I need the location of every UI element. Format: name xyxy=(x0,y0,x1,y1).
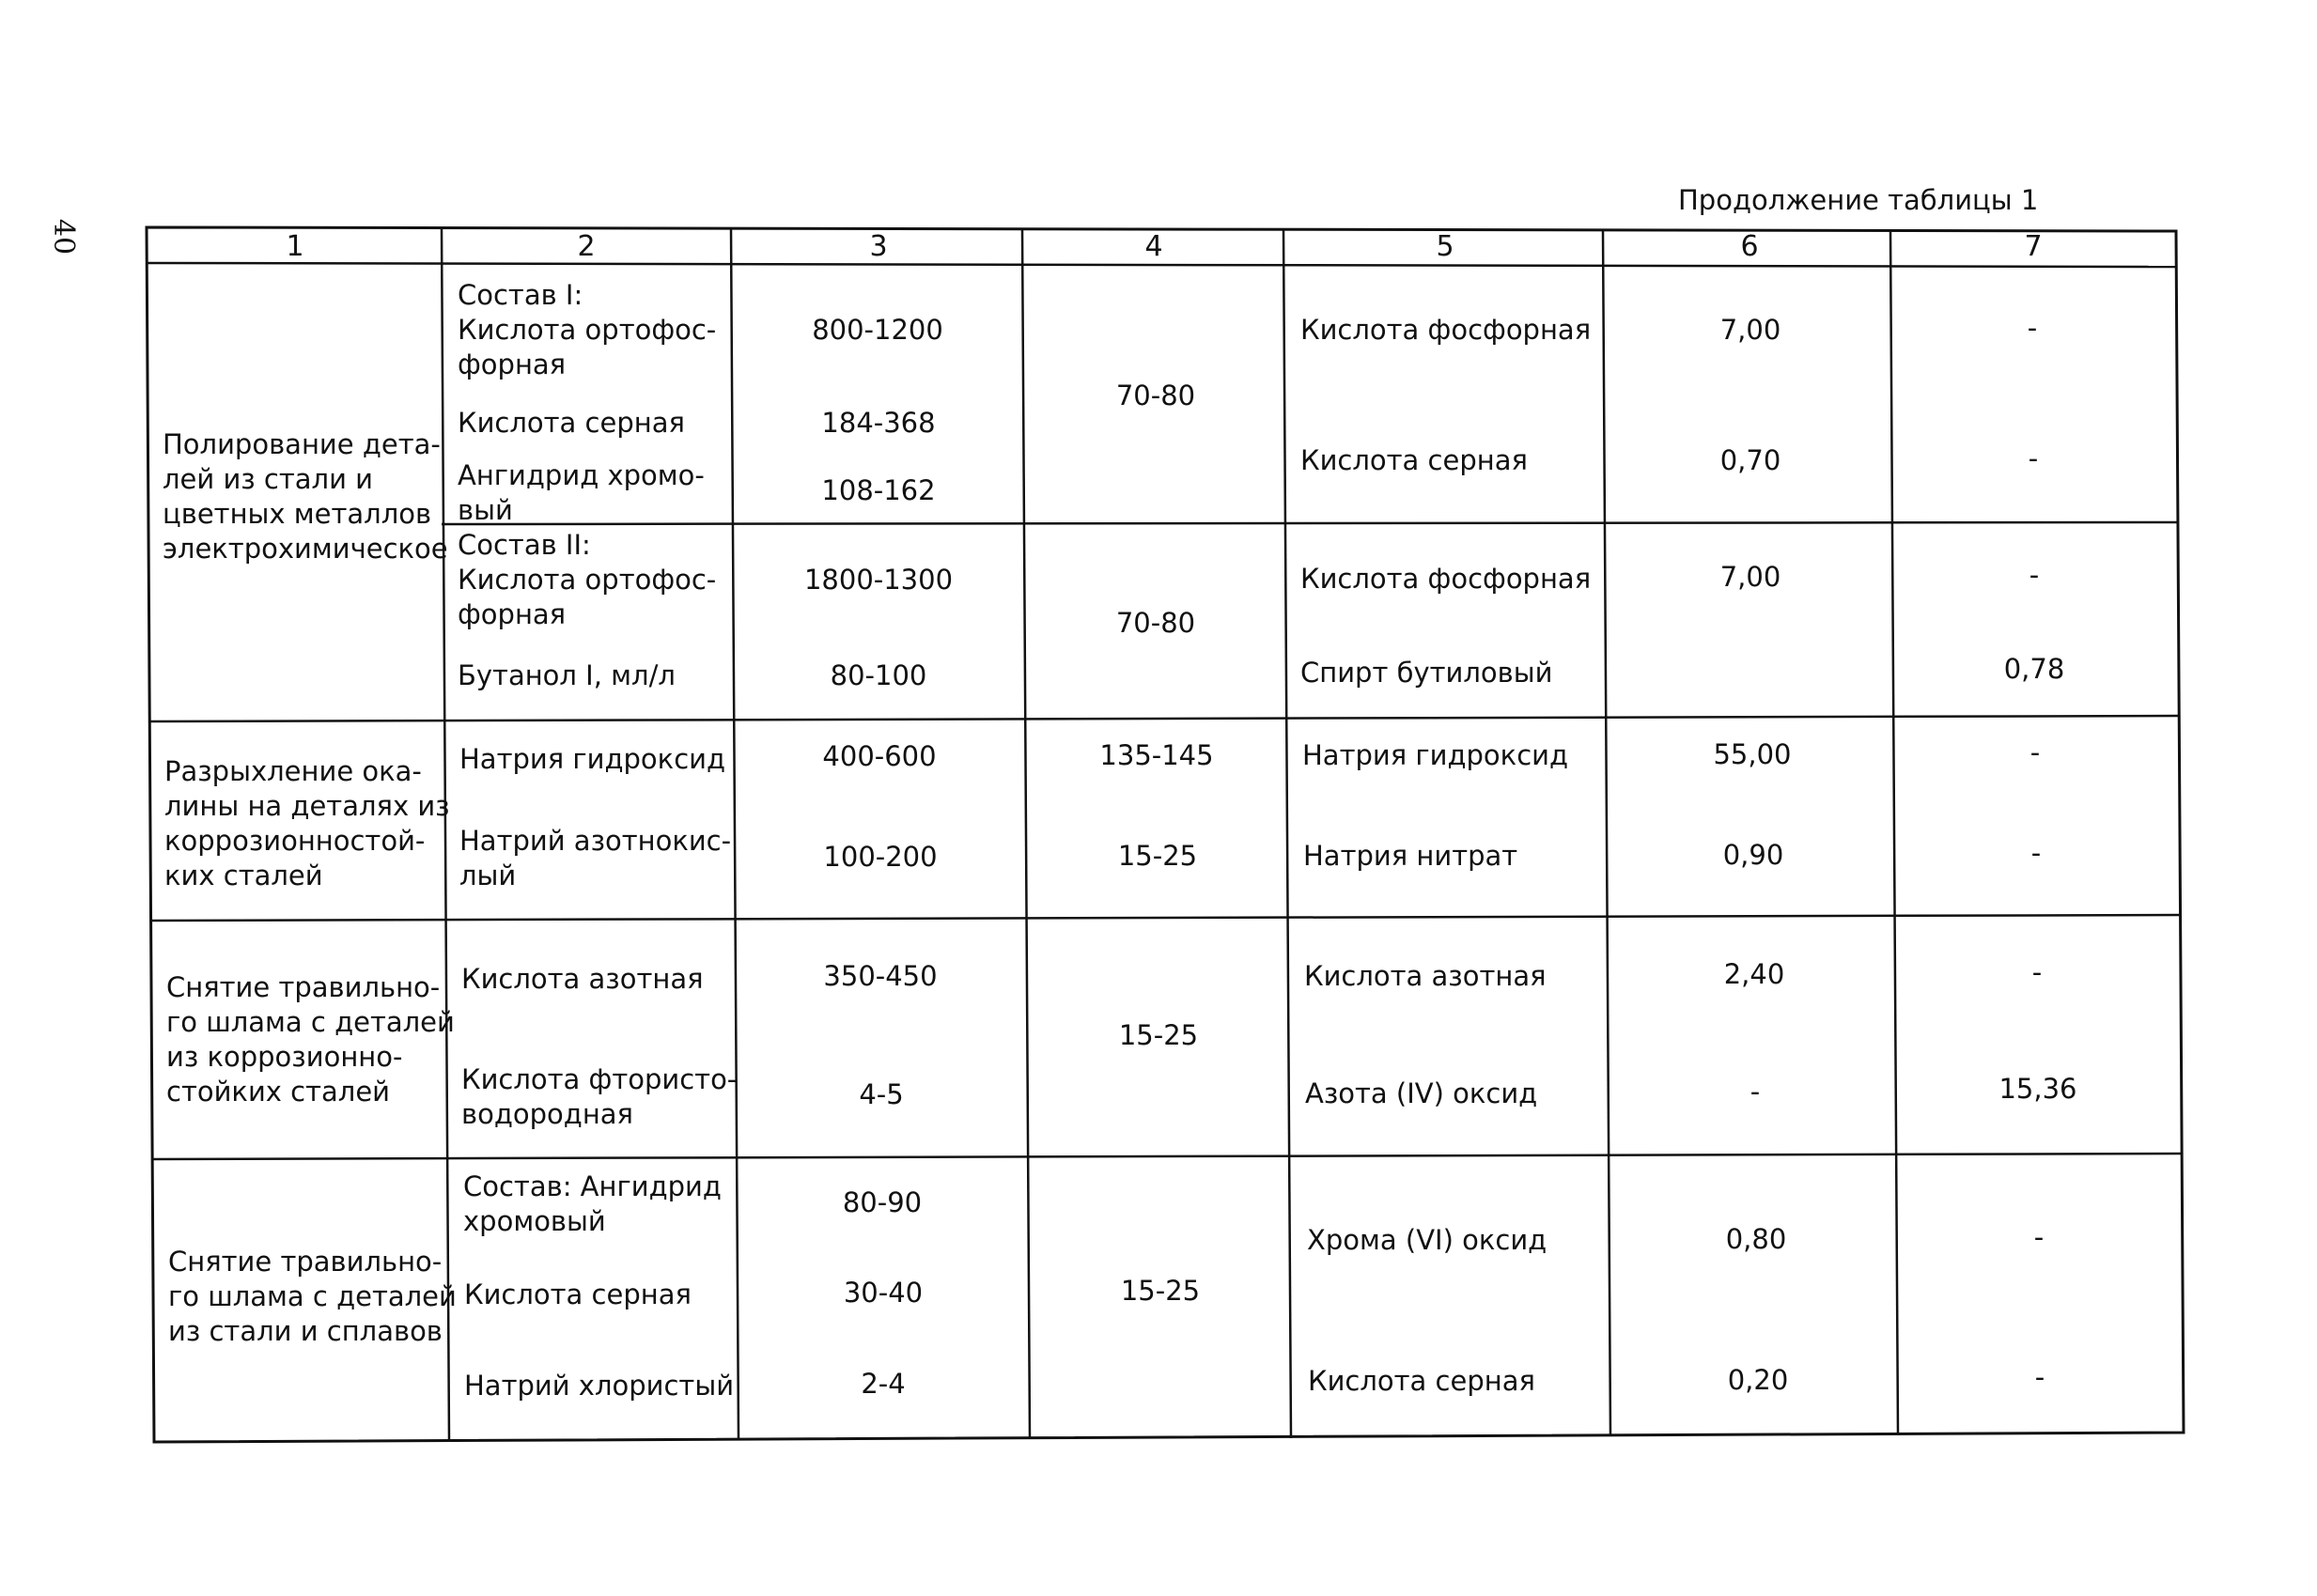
emission-value-col6: 0,90 xyxy=(1722,839,1784,871)
emission-value-col7: - xyxy=(2031,956,2043,988)
emission-value-col7: - xyxy=(2030,837,2042,869)
emission-substance: Натрия гидроксид xyxy=(1302,739,1569,771)
process-name: Разрыхление ока- лины на деталях из коррозионностой- ких сталей xyxy=(164,755,450,891)
concentration-value: 100-200 xyxy=(823,841,938,873)
concentration-value: 350-450 xyxy=(823,960,938,992)
emission-value-col7: - xyxy=(2034,1361,2045,1393)
emission-value-col6: 0,70 xyxy=(1719,444,1781,476)
concentration-value: 80-100 xyxy=(830,659,927,691)
table-continuation-label: Продолжение таблицы 1 xyxy=(1678,184,2039,216)
concentration-value: 184-368 xyxy=(821,407,936,439)
emission-value-col6: 7,00 xyxy=(1719,314,1781,346)
emission-substance: Спирт бутиловый xyxy=(1300,657,1553,689)
concentration-value: 400-600 xyxy=(822,740,937,772)
column-header-4: 4 xyxy=(1144,230,1163,263)
component-name: Кислота ортофос- форная xyxy=(458,314,717,380)
component-name: Натрий хлористый xyxy=(464,1370,735,1402)
concentration-value: 1800-1300 xyxy=(803,564,954,596)
column-header-7: 7 xyxy=(2024,230,2043,263)
component-name: Кислота фтористо- водородная xyxy=(461,1063,738,1130)
emission-value-col7: - xyxy=(2029,559,2040,591)
emission-substance: Хрома (VI) оксид xyxy=(1307,1224,1547,1256)
emission-substance: Кислота серная xyxy=(1300,444,1528,476)
emission-substance: Кислота фосфорная xyxy=(1300,563,1592,595)
process-name: Снятие травильно- го шлама с деталей из стали и сплавов xyxy=(168,1246,457,1347)
temperature-value: 15-25 xyxy=(1118,1019,1199,1051)
component-name: Состав: Ангидрид хромовый xyxy=(463,1170,722,1237)
concentration-value: 800-1200 xyxy=(812,314,943,346)
emission-value-col7: 15,36 xyxy=(1998,1073,2077,1105)
concentration-value: 80-90 xyxy=(842,1186,923,1218)
component-name: Кислота серная xyxy=(464,1278,692,1310)
emission-value-col7: - xyxy=(2029,736,2041,768)
temperature-value: 15-25 xyxy=(1120,1275,1201,1307)
emission-value-col6: 55,00 xyxy=(1713,738,1792,770)
concentration-value: 2-4 xyxy=(861,1368,906,1400)
concentration-value: 30-40 xyxy=(843,1277,924,1309)
component-name: Бутанол I, мл/л xyxy=(458,659,676,691)
emission-value-col7: - xyxy=(2033,1221,2045,1253)
temperature-value: 70-80 xyxy=(1115,607,1196,639)
emission-value-col7: 0,78 xyxy=(2003,653,2065,685)
column-header-6: 6 xyxy=(1740,230,1759,263)
emission-value-col7: - xyxy=(2027,312,2038,344)
emission-value-col6: 0,20 xyxy=(1727,1364,1789,1396)
emission-value-col6: - xyxy=(1749,1076,1761,1108)
column-header-2: 2 xyxy=(577,230,596,263)
component-name: Кислота ортофос- форная xyxy=(458,564,717,630)
concentration-value: 4-5 xyxy=(859,1078,904,1110)
emission-substance: Натрия нитрат xyxy=(1303,840,1518,872)
column-header-5: 5 xyxy=(1436,230,1454,263)
emission-value-col6: 2,40 xyxy=(1723,958,1785,990)
column-header-1: 1 xyxy=(286,230,304,263)
concentration-value: 108-162 xyxy=(821,474,936,506)
page-number: 40 xyxy=(47,218,81,256)
emission-value-col7: - xyxy=(2028,442,2039,474)
composition-title: Состав I: xyxy=(458,279,583,311)
process-name: Снятие травильно- го шлама с деталей из коррозионно- стойких сталей xyxy=(166,971,455,1108)
emission-value-col6: 0,80 xyxy=(1725,1223,1787,1255)
component-name: Натрий азотнокис- лый xyxy=(459,825,732,891)
temperature-value: 70-80 xyxy=(1115,380,1196,411)
component-name: Кислота азотная xyxy=(461,963,704,995)
temperature-value: 15-25 xyxy=(1117,840,1198,872)
column-header-3: 3 xyxy=(869,230,888,263)
emission-value-col6: 7,00 xyxy=(1719,561,1781,593)
composition-title: Состав II: xyxy=(458,529,591,561)
component-name: Натрия гидроксид xyxy=(459,743,726,775)
emission-substance: Кислота серная xyxy=(1308,1365,1535,1397)
emission-substance: Азота (IV) оксид xyxy=(1305,1077,1538,1109)
component-name: Ангидрид хромо- вый xyxy=(458,459,705,526)
emission-substance: Кислота фосфорная xyxy=(1300,314,1592,346)
temperature-value: 135-145 xyxy=(1099,739,1214,771)
emission-substance: Кислота азотная xyxy=(1304,960,1547,992)
component-name: Кислота серная xyxy=(458,407,685,439)
process-name: Полирование дета- лей из стали и цветных металлов электрохимическое xyxy=(163,428,448,565)
